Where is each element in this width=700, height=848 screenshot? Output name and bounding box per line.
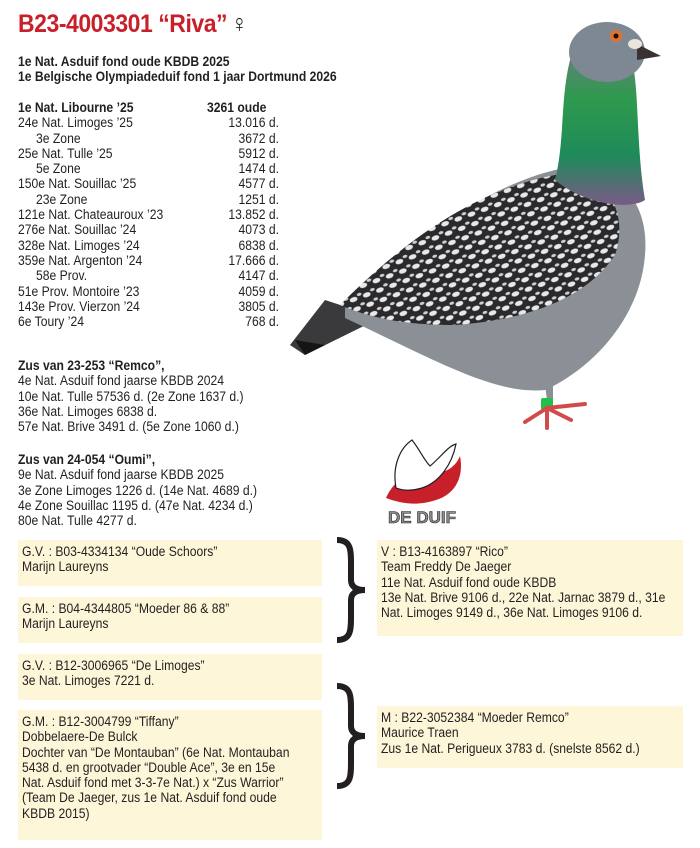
dam-box <box>377 706 683 768</box>
sire-result: 13e Nat. Brive 9106 d., 22e Nat. Jarnac 3879 d., 31e <box>381 589 666 605</box>
result-label: 25e Nat. Tulle ’25 <box>18 145 113 161</box>
result-label: 121e Nat. Chateauroux ’23 <box>18 207 164 223</box>
result-value: 3261 oude <box>206 100 267 115</box>
sister-oumi-line: 3e Zone Limoges 1226 d. (14e Nat. 4689 d.) <box>18 482 258 498</box>
gm-maternal-ring: G.M. : B12-3004799 “Tiffany” <box>22 714 179 729</box>
sister-oumi-line: 9e Nat. Asduif fond jaarse KBDB 2025 <box>18 467 225 483</box>
sister-oumi-block <box>18 452 257 528</box>
gm-maternal-note: (Team De Jaeger, zus 1e Nat. Asduif fond oude <box>22 790 277 806</box>
result-value: 17.666 d. <box>228 252 279 268</box>
result-label: 150e Nat. Souillac ’25 <box>18 176 137 192</box>
sister-oumi-line: 80e Nat. Tulle 4277 d. <box>18 513 137 529</box>
sister-remco-line: 57e Nat. Brive 3491 d. (5e Zone 1060 d.) <box>18 419 239 435</box>
brace-maternal <box>333 682 369 790</box>
headline-1: 1e Nat. Asduif fond oude KBDB 2025 <box>18 54 230 69</box>
brace-paternal <box>333 536 369 644</box>
result-value: 6838 d. <box>238 237 279 253</box>
grandsire-maternal-box <box>18 654 322 700</box>
sire-result: 11e Nat. Asduif fond oude KBDB <box>381 574 557 590</box>
ring-number: B23-4003301 “Riva” <box>18 10 228 38</box>
sire-breeder: Team Freddy De Jaeger <box>381 559 512 575</box>
sire-ring: V : B13-4163897 “Rico” <box>381 544 508 559</box>
result-value: 768 d. <box>245 314 279 330</box>
result-row <box>18 299 279 314</box>
result-label: 24e Nat. Limoges ’25 <box>18 115 133 131</box>
result-row <box>18 176 279 191</box>
granddam-maternal-box <box>18 710 322 840</box>
gv-paternal-breeder: Marijn Laureyns <box>22 559 109 575</box>
result-label: 276e Nat. Souillac ’24 <box>18 222 137 238</box>
dam-ring: M : B22-3052384 “Moeder Remco” <box>381 710 569 725</box>
result-row <box>18 146 279 161</box>
pigeon-photo <box>285 0 690 430</box>
result-row <box>18 222 279 237</box>
sister-oumi-line: 4e Zone Souillac 1195 d. (47e Nat. 4234 d.) <box>18 497 253 513</box>
gm-maternal-note: KBDB 2015) <box>22 805 90 821</box>
result-label: 359e Nat. Argenton ’24 <box>18 252 143 268</box>
gm-maternal-note: Dochter van “De Montauban” (6e Nat. Montauban <box>22 744 290 760</box>
result-label: 1e Nat. Libourne ’25 <box>18 100 134 115</box>
result-value: 3805 d. <box>238 298 279 314</box>
result-label: 58e Prov. <box>36 268 88 284</box>
gm-maternal-note: Nat. Asduif fond met 3-3-7e Nat.) x “Zus Warrior” <box>22 775 284 791</box>
result-value: 4073 d. <box>238 222 279 238</box>
gm-maternal-breeder: Dobbelaere-De Bulck <box>22 729 138 745</box>
result-row <box>18 284 279 299</box>
result-label: 23e Zone <box>36 191 88 207</box>
gm-maternal-note: 5438 d. en grootvader “Double Ace”, 3e en 15e <box>22 759 276 775</box>
result-row <box>18 268 279 283</box>
result-label: 5e Zone <box>36 161 81 177</box>
result-row <box>18 115 279 130</box>
result-value: 1251 d. <box>238 191 279 207</box>
sister-remco-line: 36e Nat. Limoges 6838 d. <box>18 403 158 419</box>
sister-remco-heading: Zus van 23-253 “Remco”, <box>18 358 165 373</box>
gv-paternal-ring: G.V. : B03-4334134 “Oude Schoors” <box>22 544 218 559</box>
sire-box <box>377 540 683 636</box>
dam-breeder: Maurice Traen <box>381 725 459 741</box>
gv-maternal-ring: G.V. : B12-3006965 “De Limoges” <box>22 658 205 673</box>
sister-remco-line: 4e Nat. Asduif fond jaarse KBDB 2024 <box>18 373 225 389</box>
gv-maternal-result: 3e Nat. Limoges 7221 d. <box>22 673 155 689</box>
result-value: 4577 d. <box>238 176 279 192</box>
granddam-paternal-box <box>18 597 322 643</box>
result-value: 3672 d. <box>238 130 279 146</box>
female-icon: ♀ <box>230 10 248 38</box>
result-row <box>18 100 279 115</box>
de-duif-logo <box>374 436 470 528</box>
sire-result: Nat. Limoges 9149 d., 36e Nat. Limoges 9106 d. <box>381 605 643 621</box>
result-label: 51e Prov. Montoire ’23 <box>18 283 140 299</box>
result-row <box>18 207 279 222</box>
result-value: 1474 d. <box>238 161 279 177</box>
results-list <box>18 100 279 329</box>
result-row <box>18 238 279 253</box>
result-value: 5912 d. <box>238 145 279 161</box>
result-label: 328e Nat. Limoges ’24 <box>18 237 140 253</box>
result-label: 143e Prov. Vierzon ’24 <box>18 298 140 314</box>
grandsire-paternal-box <box>18 540 322 586</box>
logo-text: DE DUIF <box>388 508 456 527</box>
result-label: 3e Zone <box>36 130 81 146</box>
page-title <box>18 10 248 39</box>
result-value: 4059 d. <box>238 283 279 299</box>
sister-remco-block <box>18 358 244 434</box>
sister-remco-line: 10e Nat. Tulle 57536 d. (2e Zone 1637 d.) <box>18 388 244 404</box>
gm-paternal-ring: G.M. : B04-4344805 “Moeder 86 & 88” <box>22 601 230 616</box>
result-value: 13.016 d. <box>228 115 279 131</box>
sister-oumi-heading: Zus van 24-054 “Oumi”, <box>18 452 156 467</box>
result-row <box>18 131 279 146</box>
result-value: 13.852 d. <box>228 207 279 223</box>
gm-paternal-breeder: Marijn Laureyns <box>22 616 109 632</box>
result-row <box>18 253 279 268</box>
result-row <box>18 192 279 207</box>
result-label: 6e Toury ’24 <box>18 314 84 330</box>
dam-result: Zus 1e Nat. Perigueux 3783 d. (snelste 8562 d.) <box>381 740 640 756</box>
headline-2: 1e Belgische Olympiadeduif fond 1 jaar Dortmund 2026 <box>18 69 337 85</box>
result-row <box>18 314 279 329</box>
result-value: 4147 d. <box>238 268 279 284</box>
result-row <box>18 161 279 176</box>
